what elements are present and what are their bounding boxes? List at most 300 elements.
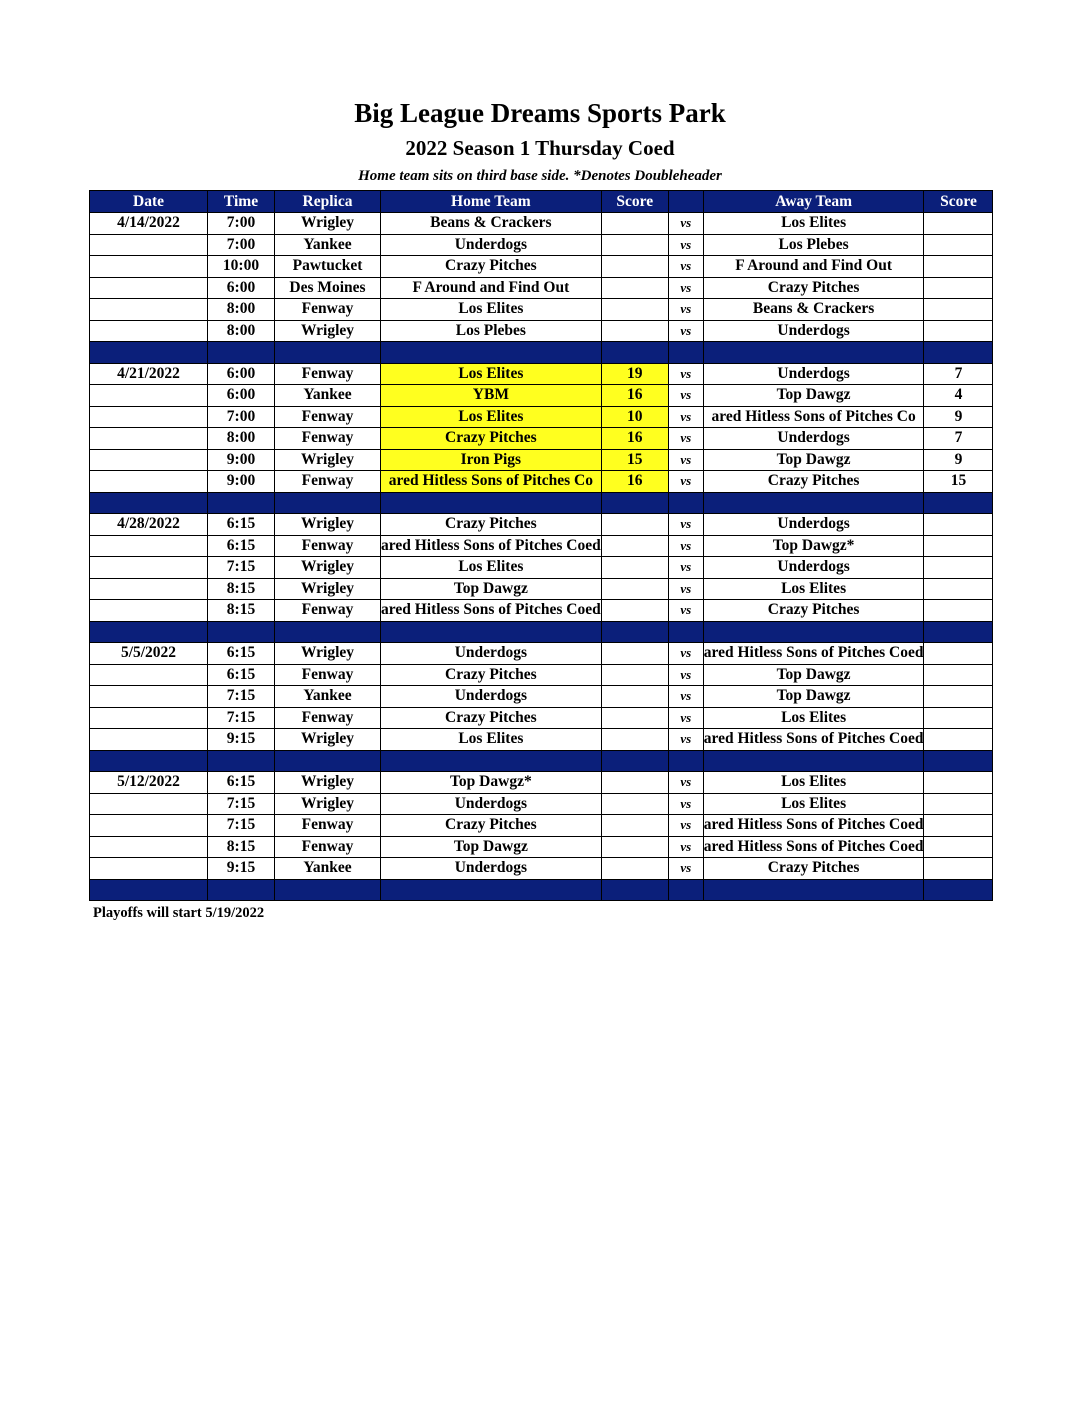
replica-cell: Wrigley bbox=[275, 213, 381, 235]
replica-cell: Fenway bbox=[275, 600, 381, 622]
home-team-cell: Crazy Pitches bbox=[381, 514, 602, 536]
away-score-cell bbox=[924, 256, 993, 278]
home-score-cell: 16 bbox=[601, 428, 668, 450]
time-cell: 6:00 bbox=[208, 277, 275, 299]
home-team-cell: Iron Pigs bbox=[381, 449, 602, 471]
vs-label: vs bbox=[668, 514, 703, 536]
home-team-cell: Top Dawgz* bbox=[381, 772, 602, 794]
vs-label: vs bbox=[668, 299, 703, 321]
home-team-cell: Los Plebes bbox=[381, 320, 602, 342]
vs-label: vs bbox=[668, 471, 703, 493]
time-cell: 8:00 bbox=[208, 299, 275, 321]
home-team-cell: Top Dawgz bbox=[381, 578, 602, 600]
date-cell bbox=[90, 858, 208, 880]
away-score-cell bbox=[924, 234, 993, 256]
time-cell: 6:15 bbox=[208, 664, 275, 686]
table-row bbox=[90, 686, 993, 708]
separator-cell bbox=[703, 492, 924, 514]
home-score-cell bbox=[601, 277, 668, 299]
separator-cell bbox=[601, 750, 668, 772]
separator-cell bbox=[703, 750, 924, 772]
home-score-cell bbox=[601, 707, 668, 729]
table-row bbox=[90, 363, 993, 385]
date-cell bbox=[90, 449, 208, 471]
table-row bbox=[90, 578, 993, 600]
separator-cell bbox=[924, 492, 993, 514]
time-cell: 10:00 bbox=[208, 256, 275, 278]
vs-label: vs bbox=[668, 836, 703, 858]
vs-label: vs bbox=[668, 815, 703, 837]
away-team-cell: Beans & Crackers bbox=[703, 299, 924, 321]
separator-cell bbox=[381, 621, 602, 643]
separator-cell bbox=[703, 342, 924, 364]
away-score-cell bbox=[924, 578, 993, 600]
vs-label: vs bbox=[668, 707, 703, 729]
separator-cell bbox=[208, 879, 275, 901]
away-score-cell: 7 bbox=[924, 363, 993, 385]
date-cell bbox=[90, 471, 208, 493]
separator-cell bbox=[275, 342, 381, 364]
replica-cell: Yankee bbox=[275, 858, 381, 880]
home-score-cell bbox=[601, 256, 668, 278]
home-team-cell: YBM bbox=[381, 385, 602, 407]
separator-cell bbox=[275, 621, 381, 643]
away-score-cell bbox=[924, 535, 993, 557]
home-team-cell: Top Dawgz bbox=[381, 836, 602, 858]
replica-cell: Wrigley bbox=[275, 578, 381, 600]
table-row bbox=[90, 535, 993, 557]
vs-label: vs bbox=[668, 449, 703, 471]
replica-cell: Fenway bbox=[275, 664, 381, 686]
replica-cell: Fenway bbox=[275, 535, 381, 557]
replica-cell: Wrigley bbox=[275, 729, 381, 751]
schedule-body bbox=[90, 213, 993, 901]
week-separator-row bbox=[90, 342, 993, 364]
away-score-cell bbox=[924, 277, 993, 299]
date-cell bbox=[90, 557, 208, 579]
date-cell bbox=[90, 234, 208, 256]
time-cell: 6:00 bbox=[208, 363, 275, 385]
date-cell bbox=[90, 406, 208, 428]
away-team-cell: Underdogs bbox=[703, 428, 924, 450]
away-team-cell: Los Elites bbox=[703, 707, 924, 729]
home-team-cell: Crazy Pitches bbox=[381, 664, 602, 686]
table-row bbox=[90, 793, 993, 815]
table-row bbox=[90, 299, 993, 321]
home-team-cell: Crazy Pitches bbox=[381, 256, 602, 278]
replica-cell: Wrigley bbox=[275, 772, 381, 794]
home-team-cell: Crazy Pitches bbox=[381, 428, 602, 450]
away-score-cell bbox=[924, 643, 993, 665]
home-score-cell bbox=[601, 557, 668, 579]
date-cell bbox=[90, 836, 208, 858]
home-score-cell bbox=[601, 643, 668, 665]
vs-label: vs bbox=[668, 557, 703, 579]
time-cell: 7:00 bbox=[208, 406, 275, 428]
away-team-cell: ared Hitless Sons of Pitches Coed bbox=[703, 836, 924, 858]
table-row bbox=[90, 406, 993, 428]
date-cell bbox=[90, 256, 208, 278]
away-team-cell: Top Dawgz bbox=[703, 385, 924, 407]
separator-cell bbox=[90, 750, 208, 772]
vs-label: vs bbox=[668, 578, 703, 600]
vs-label: vs bbox=[668, 428, 703, 450]
home-score-cell: 15 bbox=[601, 449, 668, 471]
home-team-cell: Los Elites bbox=[381, 363, 602, 385]
away-score-cell bbox=[924, 320, 993, 342]
date-cell bbox=[90, 277, 208, 299]
date-cell bbox=[90, 686, 208, 708]
date-cell bbox=[90, 299, 208, 321]
replica-cell: Fenway bbox=[275, 363, 381, 385]
column-header-replica: Replica bbox=[275, 191, 381, 213]
vs-label: vs bbox=[668, 772, 703, 794]
separator-cell bbox=[703, 621, 924, 643]
column-header-home-score: Score bbox=[601, 191, 668, 213]
away-score-cell bbox=[924, 686, 993, 708]
time-cell: 6:15 bbox=[208, 772, 275, 794]
table-row bbox=[90, 557, 993, 579]
week-separator-row bbox=[90, 879, 993, 901]
replica-cell: Fenway bbox=[275, 471, 381, 493]
table-row bbox=[90, 664, 993, 686]
away-team-cell: Los Elites bbox=[703, 793, 924, 815]
away-team-cell: Crazy Pitches bbox=[703, 277, 924, 299]
home-team-cell: ared Hitless Sons of Pitches Co bbox=[381, 471, 602, 493]
time-cell: 7:00 bbox=[208, 213, 275, 235]
away-team-cell: ared Hitless Sons of Pitches Co bbox=[703, 406, 924, 428]
time-cell: 7:15 bbox=[208, 793, 275, 815]
date-cell bbox=[90, 793, 208, 815]
separator-cell bbox=[208, 492, 275, 514]
time-cell: 7:15 bbox=[208, 557, 275, 579]
home-team-cell: Los Elites bbox=[381, 729, 602, 751]
table-row bbox=[90, 643, 993, 665]
table-row bbox=[90, 600, 993, 622]
home-team-cell: ared Hitless Sons of Pitches Coed bbox=[381, 535, 602, 557]
column-header-vs bbox=[668, 191, 703, 213]
vs-label: vs bbox=[668, 643, 703, 665]
vs-label: vs bbox=[668, 320, 703, 342]
replica-cell: Fenway bbox=[275, 836, 381, 858]
date-cell bbox=[90, 428, 208, 450]
away-score-cell: 4 bbox=[924, 385, 993, 407]
home-score-cell: 16 bbox=[601, 471, 668, 493]
away-team-cell: Underdogs bbox=[703, 514, 924, 536]
vs-label: vs bbox=[668, 385, 703, 407]
away-score-cell bbox=[924, 729, 993, 751]
away-team-cell: Crazy Pitches bbox=[703, 471, 924, 493]
away-score-cell bbox=[924, 772, 993, 794]
home-score-cell bbox=[601, 320, 668, 342]
date-cell bbox=[90, 535, 208, 557]
vs-label: vs bbox=[668, 213, 703, 235]
away-score-cell: 7 bbox=[924, 428, 993, 450]
home-team-cell: Underdogs bbox=[381, 686, 602, 708]
replica-cell: Wrigley bbox=[275, 514, 381, 536]
table-row bbox=[90, 471, 993, 493]
date-cell bbox=[90, 664, 208, 686]
date-cell bbox=[90, 729, 208, 751]
replica-cell: Yankee bbox=[275, 686, 381, 708]
table-row bbox=[90, 514, 993, 536]
separator-cell bbox=[601, 621, 668, 643]
away-score-cell bbox=[924, 213, 993, 235]
time-cell: 6:15 bbox=[208, 535, 275, 557]
separator-cell bbox=[275, 750, 381, 772]
table-row bbox=[90, 707, 993, 729]
away-score-cell: 15 bbox=[924, 471, 993, 493]
date-cell: 4/28/2022 bbox=[90, 514, 208, 536]
table-header-row bbox=[90, 191, 993, 213]
replica-cell: Yankee bbox=[275, 385, 381, 407]
table-row bbox=[90, 858, 993, 880]
separator-cell bbox=[90, 621, 208, 643]
vs-label: vs bbox=[668, 600, 703, 622]
away-score-cell bbox=[924, 664, 993, 686]
away-team-cell: Los Elites bbox=[703, 213, 924, 235]
away-score-cell bbox=[924, 600, 993, 622]
date-cell bbox=[90, 385, 208, 407]
separator-cell bbox=[381, 750, 602, 772]
week-separator-row bbox=[90, 621, 993, 643]
column-header-home-team: Home Team bbox=[381, 191, 602, 213]
vs-label: vs bbox=[668, 406, 703, 428]
replica-cell: Pawtucket bbox=[275, 256, 381, 278]
table-row bbox=[90, 320, 993, 342]
table-row bbox=[90, 729, 993, 751]
date-cell: 5/5/2022 bbox=[90, 643, 208, 665]
separator-cell bbox=[924, 750, 993, 772]
table-row bbox=[90, 815, 993, 837]
table-row bbox=[90, 385, 993, 407]
separator-cell bbox=[601, 879, 668, 901]
page-title: Big League Dreams Sports Park bbox=[354, 98, 726, 128]
time-cell: 9:15 bbox=[208, 858, 275, 880]
separator-cell bbox=[275, 879, 381, 901]
vs-label: vs bbox=[668, 277, 703, 299]
separator-cell bbox=[668, 342, 703, 364]
time-cell: 7:15 bbox=[208, 707, 275, 729]
separator-cell bbox=[924, 879, 993, 901]
replica-cell: Des Moines bbox=[275, 277, 381, 299]
date-cell: 4/21/2022 bbox=[90, 363, 208, 385]
separator-cell bbox=[703, 879, 924, 901]
home-team-cell: Underdogs bbox=[381, 234, 602, 256]
away-team-cell: Top Dawgz bbox=[703, 664, 924, 686]
home-score-cell bbox=[601, 600, 668, 622]
home-team-cell: Underdogs bbox=[381, 858, 602, 880]
replica-cell: Wrigley bbox=[275, 449, 381, 471]
table-row bbox=[90, 256, 993, 278]
vs-label: vs bbox=[668, 234, 703, 256]
time-cell: 6:15 bbox=[208, 643, 275, 665]
vs-label: vs bbox=[668, 363, 703, 385]
home-score-cell bbox=[601, 836, 668, 858]
table-row bbox=[90, 428, 993, 450]
home-score-cell bbox=[601, 772, 668, 794]
away-team-cell: Crazy Pitches bbox=[703, 858, 924, 880]
away-team-cell: Top Dawgz bbox=[703, 686, 924, 708]
home-score-cell bbox=[601, 858, 668, 880]
away-score-cell bbox=[924, 707, 993, 729]
home-team-cell: Los Elites bbox=[381, 299, 602, 321]
home-score-cell: 16 bbox=[601, 385, 668, 407]
away-score-cell bbox=[924, 815, 993, 837]
away-score-cell: 9 bbox=[924, 449, 993, 471]
away-team-cell: ared Hitless Sons of Pitches Coed bbox=[703, 643, 924, 665]
home-score-cell bbox=[601, 793, 668, 815]
away-team-cell: Underdogs bbox=[703, 363, 924, 385]
week-separator-row bbox=[90, 750, 993, 772]
time-cell: 8:15 bbox=[208, 836, 275, 858]
separator-cell bbox=[90, 492, 208, 514]
date-cell bbox=[90, 707, 208, 729]
separator-cell bbox=[90, 879, 208, 901]
away-team-cell: Los Elites bbox=[703, 772, 924, 794]
separator-cell bbox=[924, 621, 993, 643]
replica-cell: Fenway bbox=[275, 707, 381, 729]
away-team-cell: Top Dawgz* bbox=[703, 535, 924, 557]
separator-cell bbox=[208, 750, 275, 772]
separator-cell bbox=[381, 342, 602, 364]
date-cell bbox=[90, 815, 208, 837]
home-score-cell bbox=[601, 686, 668, 708]
table-row bbox=[90, 836, 993, 858]
away-score-cell bbox=[924, 514, 993, 536]
time-cell: 8:00 bbox=[208, 320, 275, 342]
table-row bbox=[90, 772, 993, 794]
separator-cell bbox=[381, 879, 602, 901]
separator-cell bbox=[208, 621, 275, 643]
table-row bbox=[90, 213, 993, 235]
vs-label: vs bbox=[668, 729, 703, 751]
away-score-cell bbox=[924, 299, 993, 321]
separator-cell bbox=[668, 492, 703, 514]
home-score-cell bbox=[601, 213, 668, 235]
away-team-cell: Los Plebes bbox=[703, 234, 924, 256]
home-score-cell bbox=[601, 815, 668, 837]
vs-label: vs bbox=[668, 535, 703, 557]
time-cell: 9:15 bbox=[208, 729, 275, 751]
time-cell: 7:00 bbox=[208, 234, 275, 256]
replica-cell: Wrigley bbox=[275, 793, 381, 815]
separator-cell bbox=[90, 342, 208, 364]
replica-cell: Wrigley bbox=[275, 643, 381, 665]
replica-cell: Yankee bbox=[275, 234, 381, 256]
time-cell: 8:15 bbox=[208, 600, 275, 622]
separator-cell bbox=[601, 342, 668, 364]
replica-cell: Fenway bbox=[275, 815, 381, 837]
time-cell: 6:15 bbox=[208, 514, 275, 536]
vs-label: vs bbox=[668, 686, 703, 708]
time-cell: 7:15 bbox=[208, 686, 275, 708]
away-team-cell: Underdogs bbox=[703, 557, 924, 579]
away-team-cell: Crazy Pitches bbox=[703, 600, 924, 622]
table-row bbox=[90, 277, 993, 299]
table-row bbox=[90, 449, 993, 471]
time-cell: 9:00 bbox=[208, 471, 275, 493]
separator-cell bbox=[668, 879, 703, 901]
time-cell: 8:00 bbox=[208, 428, 275, 450]
replica-cell: Fenway bbox=[275, 299, 381, 321]
home-team-cell: ared Hitless Sons of Pitches Coed bbox=[381, 600, 602, 622]
vs-label: vs bbox=[668, 664, 703, 686]
home-score-cell bbox=[601, 578, 668, 600]
time-cell: 7:15 bbox=[208, 815, 275, 837]
replica-cell: Fenway bbox=[275, 406, 381, 428]
separator-cell bbox=[668, 750, 703, 772]
home-team-cell: Los Elites bbox=[381, 557, 602, 579]
replica-cell: Wrigley bbox=[275, 320, 381, 342]
home-team-cell: Crazy Pitches bbox=[381, 815, 602, 837]
schedule-table bbox=[89, 190, 993, 901]
time-cell: 6:00 bbox=[208, 385, 275, 407]
away-score-cell bbox=[924, 557, 993, 579]
date-cell bbox=[90, 578, 208, 600]
date-cell: 4/14/2022 bbox=[90, 213, 208, 235]
column-header-away-team: Away Team bbox=[703, 191, 924, 213]
vs-label: vs bbox=[668, 256, 703, 278]
away-score-cell: 9 bbox=[924, 406, 993, 428]
home-team-cell: Underdogs bbox=[381, 793, 602, 815]
home-score-cell bbox=[601, 729, 668, 751]
home-team-cell: Underdogs bbox=[381, 643, 602, 665]
home-score-cell: 10 bbox=[601, 406, 668, 428]
home-score-cell bbox=[601, 514, 668, 536]
away-score-cell bbox=[924, 836, 993, 858]
table-row bbox=[90, 234, 993, 256]
date-cell: 5/12/2022 bbox=[90, 772, 208, 794]
home-team-cell: Los Elites bbox=[381, 406, 602, 428]
away-team-cell: Los Elites bbox=[703, 578, 924, 600]
column-header-away-score: Score bbox=[924, 191, 993, 213]
home-team-cell: Beans & Crackers bbox=[381, 213, 602, 235]
date-cell bbox=[90, 320, 208, 342]
week-separator-row bbox=[90, 492, 993, 514]
away-team-cell: Top Dawgz bbox=[703, 449, 924, 471]
separator-cell bbox=[924, 342, 993, 364]
vs-label: vs bbox=[668, 793, 703, 815]
away-team-cell: ared Hitless Sons of Pitches Coed bbox=[703, 729, 924, 751]
replica-cell: Fenway bbox=[275, 428, 381, 450]
home-score-cell bbox=[601, 664, 668, 686]
away-team-cell: Underdogs bbox=[703, 320, 924, 342]
home-score-cell bbox=[601, 299, 668, 321]
time-cell: 8:15 bbox=[208, 578, 275, 600]
schedule-note: Home team sits on third base side. *Denotes Doubleheader bbox=[358, 168, 722, 184]
away-score-cell bbox=[924, 858, 993, 880]
home-score-cell: 19 bbox=[601, 363, 668, 385]
home-score-cell bbox=[601, 234, 668, 256]
separator-cell bbox=[208, 342, 275, 364]
date-cell bbox=[90, 600, 208, 622]
separator-cell bbox=[275, 492, 381, 514]
column-header-date: Date bbox=[90, 191, 208, 213]
vs-label: vs bbox=[668, 858, 703, 880]
home-team-cell: Crazy Pitches bbox=[381, 707, 602, 729]
time-cell: 9:00 bbox=[208, 449, 275, 471]
home-score-cell bbox=[601, 535, 668, 557]
home-team-cell: F Around and Find Out bbox=[381, 277, 602, 299]
away-team-cell: ared Hitless Sons of Pitches Coed bbox=[703, 815, 924, 837]
replica-cell: Wrigley bbox=[275, 557, 381, 579]
playoffs-note: Playoffs will start 5/19/2022 bbox=[93, 905, 265, 921]
separator-cell bbox=[668, 621, 703, 643]
away-team-cell: F Around and Find Out bbox=[703, 256, 924, 278]
column-header-time: Time bbox=[208, 191, 275, 213]
separator-cell bbox=[381, 492, 602, 514]
